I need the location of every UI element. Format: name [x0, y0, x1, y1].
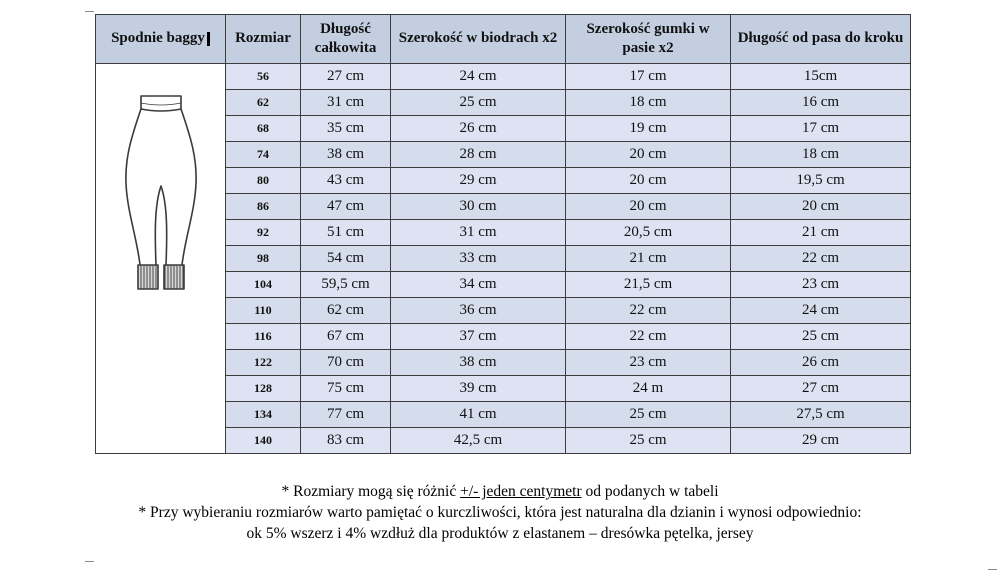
measurement-cell: 19,5 cm — [731, 168, 911, 194]
measurement-cell: 26 cm — [391, 116, 566, 142]
size-cell: 104 — [226, 272, 301, 298]
pants-illustration-cell — [96, 64, 226, 454]
note-line-2: * Przy wybieraniu rozmiarów warto pamiętać o kurczliwości, która jest naturalna dla dzianin i wynosi odpowiednio: — [138, 504, 862, 521]
measurement-cell: 24 cm — [731, 298, 911, 324]
footnotes — [0, 481, 1000, 544]
measurement-cell: 77 cm — [301, 402, 391, 428]
size-cell: 68 — [226, 116, 301, 142]
size-chart — [95, 14, 911, 454]
size-cell: 62 — [226, 90, 301, 116]
measurement-cell: 31 cm — [301, 90, 391, 116]
measurement-cell: 29 cm — [391, 168, 566, 194]
measurement-cell: 28 cm — [391, 142, 566, 168]
note-1-underlined: +/- jeden centymetr — [460, 483, 582, 500]
measurement-cell: 30 cm — [391, 194, 566, 220]
size-cell: 140 — [226, 428, 301, 454]
measurement-cell: 43 cm — [301, 168, 391, 194]
measurement-cell: 24 m — [566, 376, 731, 402]
measurement-cell: 22 cm — [566, 324, 731, 350]
col-header-dlugosc-pas-krok: Długość od pasa do kroku — [731, 15, 911, 64]
measurement-cell: 23 cm — [731, 272, 911, 298]
measurement-cell: 20 cm — [731, 194, 911, 220]
size-cell: 110 — [226, 298, 301, 324]
measurement-cell: 70 cm — [301, 350, 391, 376]
measurement-cell: 75 cm — [301, 376, 391, 402]
measurement-cell: 18 cm — [731, 142, 911, 168]
measurement-cell: 24 cm — [391, 64, 566, 90]
size-cell: 134 — [226, 402, 301, 428]
crop-mark — [85, 561, 94, 562]
note-line-3: ok 5% wszerz i 4% wzdłuż dla produktów z elastanem – dresówka pętelka, jersey — [246, 525, 754, 542]
col-header-szerokosc-gumki: Szerokość gumki w pasie x2 — [566, 15, 731, 64]
measurement-cell: 18 cm — [566, 90, 731, 116]
measurement-cell: 35 cm — [301, 116, 391, 142]
measurement-cell: 42,5 cm — [391, 428, 566, 454]
size-table — [95, 14, 911, 454]
size-cell: 128 — [226, 376, 301, 402]
measurement-cell: 16 cm — [731, 90, 911, 116]
measurement-cell: 20 cm — [566, 194, 731, 220]
measurement-cell: 21 cm — [731, 220, 911, 246]
measurement-cell: 33 cm — [391, 246, 566, 272]
measurement-cell: 20,5 cm — [566, 220, 731, 246]
measurement-cell: 17 cm — [731, 116, 911, 142]
measurement-cell: 36 cm — [391, 298, 566, 324]
measurement-cell: 25 cm — [566, 402, 731, 428]
measurement-cell: 41 cm — [391, 402, 566, 428]
measurement-cell: 19 cm — [566, 116, 731, 142]
measurement-cell: 27 cm — [301, 64, 391, 90]
measurement-cell: 51 cm — [301, 220, 391, 246]
measurement-cell: 25 cm — [731, 324, 911, 350]
measurement-cell: 67 cm — [301, 324, 391, 350]
measurement-cell: 37 cm — [391, 324, 566, 350]
size-cell: 86 — [226, 194, 301, 220]
measurement-cell: 23 cm — [566, 350, 731, 376]
measurement-cell: 27 cm — [731, 376, 911, 402]
note-1-prefix: * Rozmiary mogą się różnić — [281, 483, 461, 500]
product-header-cell — [96, 15, 226, 64]
measurement-cell: 22 cm — [566, 298, 731, 324]
baggy-pants-drawing — [113, 84, 209, 300]
measurement-cell: 21 cm — [566, 246, 731, 272]
col-header-szerokosc-biodra: Szerokość w biodrach x2 — [391, 15, 566, 64]
size-table-body — [96, 64, 911, 454]
measurement-cell: 31 cm — [391, 220, 566, 246]
note-line-1 — [0, 481, 1000, 502]
measurement-cell: 21,5 cm — [566, 272, 731, 298]
measurement-cell: 27,5 cm — [731, 402, 911, 428]
table-row — [96, 64, 911, 90]
text-cursor-artifact — [207, 32, 210, 46]
measurement-cell: 38 cm — [391, 350, 566, 376]
size-cell: 56 — [226, 64, 301, 90]
crop-mark — [988, 569, 997, 570]
col-header-rozmiar: Rozmiar — [226, 15, 301, 64]
measurement-cell: 20 cm — [566, 168, 731, 194]
measurement-cell: 25 cm — [391, 90, 566, 116]
measurement-cell: 25 cm — [566, 428, 731, 454]
measurement-cell: 22 cm — [731, 246, 911, 272]
header-row — [96, 15, 911, 64]
measurement-cell: 83 cm — [301, 428, 391, 454]
measurement-cell: 15cm — [731, 64, 911, 90]
size-cell: 98 — [226, 246, 301, 272]
note-1-suffix: od podanych w tabeli — [581, 483, 719, 500]
crop-mark — [85, 11, 94, 12]
measurement-cell: 47 cm — [301, 194, 391, 220]
measurement-cell: 59,5 cm — [301, 272, 391, 298]
measurement-cell: 54 cm — [301, 246, 391, 272]
size-cell: 74 — [226, 142, 301, 168]
col-header-dlugosc-calkowita: Długość całkowita — [301, 15, 391, 64]
size-cell: 116 — [226, 324, 301, 350]
size-cell: 92 — [226, 220, 301, 246]
measurement-cell: 20 cm — [566, 142, 731, 168]
product-title: Spodnie baggy — [111, 30, 205, 47]
size-cell: 80 — [226, 168, 301, 194]
size-cell: 122 — [226, 350, 301, 376]
measurement-cell: 62 cm — [301, 298, 391, 324]
measurement-cell: 34 cm — [391, 272, 566, 298]
measurement-cell: 26 cm — [731, 350, 911, 376]
measurement-cell: 39 cm — [391, 376, 566, 402]
measurement-cell: 38 cm — [301, 142, 391, 168]
measurement-cell: 17 cm — [566, 64, 731, 90]
measurement-cell: 29 cm — [731, 428, 911, 454]
